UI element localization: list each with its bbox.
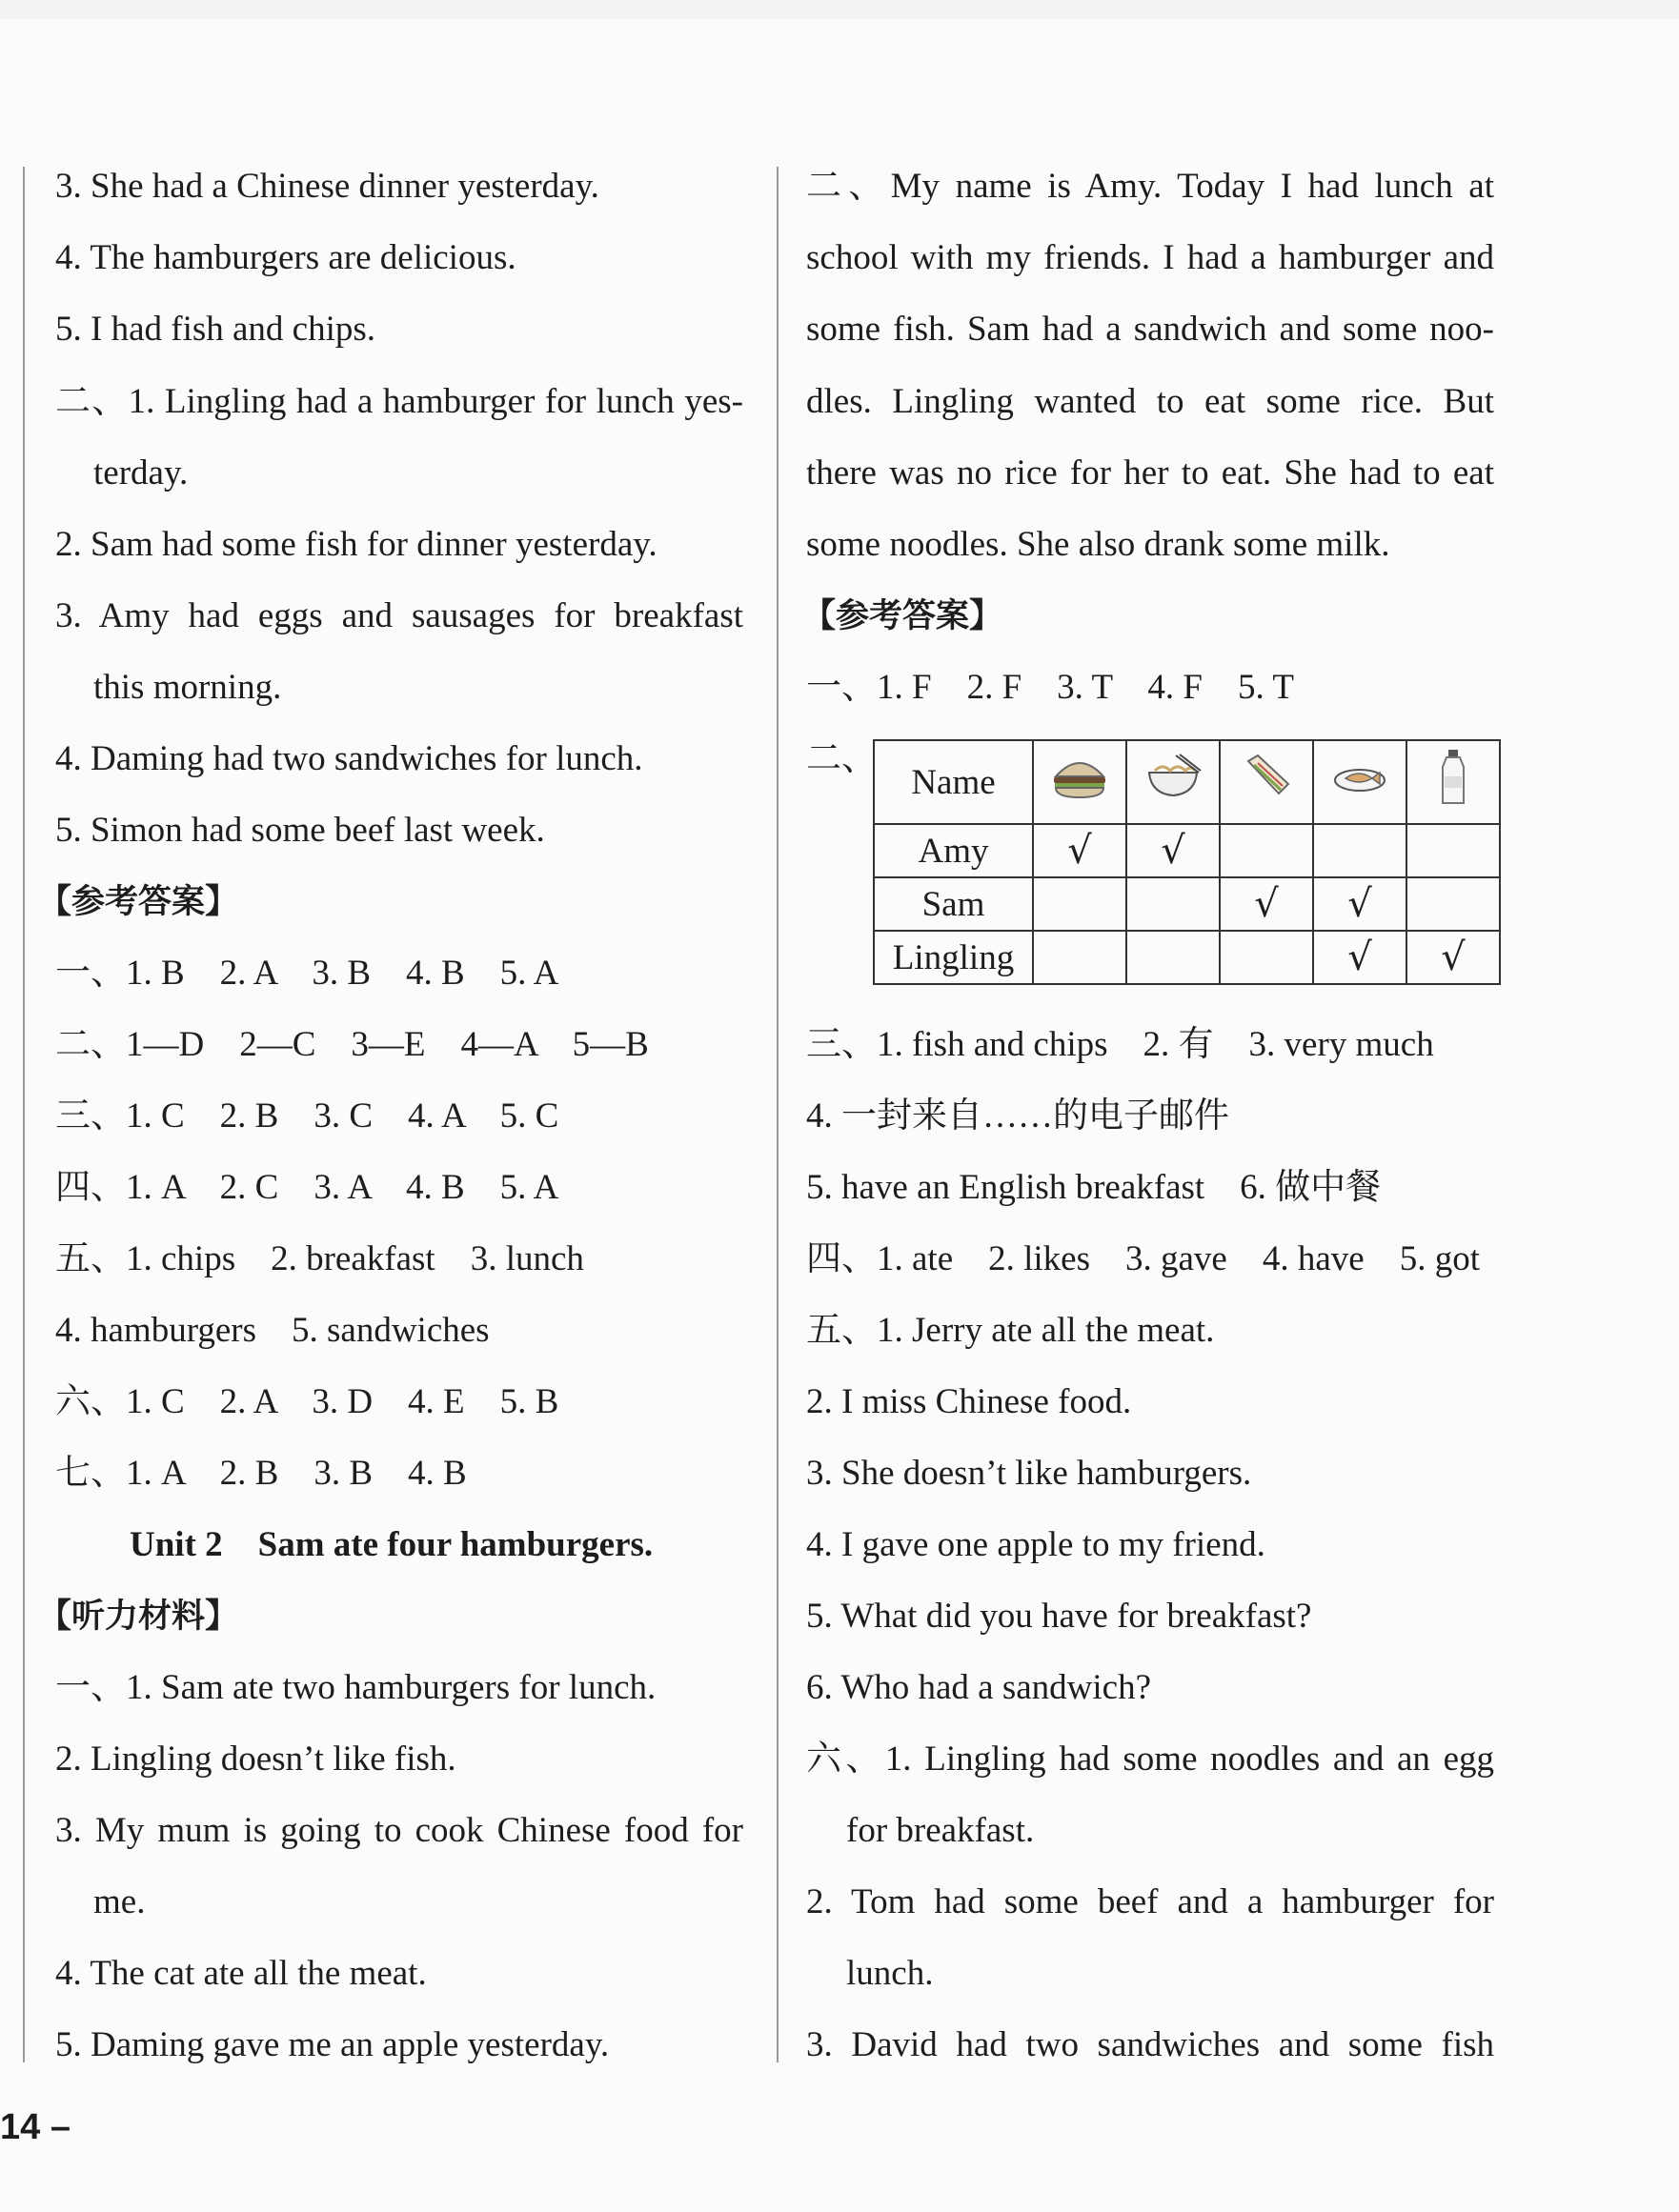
passage-line: there was no rice for her to eat. She had to eat [806,453,1494,493]
text-line: this morning. [93,668,282,707]
fish-icon [1330,752,1389,803]
text-line: 5. Daming gave me an apple yesterday. [55,2025,610,2064]
check-cell: √ [1313,931,1406,984]
answer-line: 一、1. B 2. A 3. B 4. B 5. A [55,954,559,993]
answer-line: 六、1. C 2. A 3. D 4. E 5. B [55,1382,559,1421]
text-line: 2. Lingling doesn’t like fish. [55,1739,456,1779]
check-cell: √ [1313,877,1406,931]
sandwich-icon [1237,752,1296,803]
text-line: 4. The cat ate all the meat. [55,1954,427,1993]
empty-cell [1406,877,1500,931]
text-line: 3. Amy had eggs and sausages for breakfast [55,596,743,635]
answer-line: 2. I miss Chinese food. [806,1382,1132,1421]
answer-line: 6. Who had a sandwich? [806,1668,1152,1707]
page-number: 14 – [0,2107,71,2147]
top-band [0,0,1679,19]
table-header-food [1220,740,1313,824]
answer-line: lunch. [846,1954,934,1993]
column-divider [777,167,779,2062]
answer-line: 3. She doesn’t like hamburgers. [806,1454,1252,1493]
text-line: 4. Daming had two sandwiches for lunch. [55,739,643,778]
answers-heading: 【参考答案】 [38,883,239,921]
answer-line: 四、1. A 2. C 3. A 4. B 5. A [55,1168,559,1207]
text-line: 3. She had a Chinese dinner yesterday. [55,167,599,206]
answer-line: 3. David had two sandwiches and some fish [806,2025,1494,2064]
table-label: 二、 [806,739,877,778]
answer-line: 五、1. Jerry ate all the meat. [806,1311,1215,1350]
table-row [874,824,1500,877]
empty-cell [1220,931,1313,984]
row-name: Lingling [874,931,1033,984]
passage-line: some fish. Sam had a sandwich and some noo- [806,310,1494,349]
answer-line: 4. hamburgers 5. sandwiches [55,1311,490,1350]
answer-line: 5. What did you have for breakfast? [806,1597,1312,1636]
answer-line: 一、1. F 2. F 3. T 4. F 5. T [806,668,1294,707]
answer-line: 三、1. C 2. B 3. C 4. A 5. C [55,1096,559,1136]
row-name: Amy [874,824,1033,877]
hamburger-icon [1050,752,1109,803]
text-line: 2. Sam had some fish for dinner yesterday. [55,525,657,564]
listening-heading: 【听力材料】 [38,1598,239,1636]
answer-line: 4. 一封来自……的电子邮件 [806,1096,1229,1136]
table-header-row [874,740,1500,824]
text-line: me. [93,1882,146,1921]
text-line: 5. I had fish and chips. [55,310,376,349]
text-line: terday. [93,453,189,493]
table-header-food [1406,740,1500,824]
check-cell: √ [1406,931,1500,984]
table-row [874,877,1500,931]
check-cell: √ [1033,824,1126,877]
noodles-icon [1143,752,1203,803]
empty-cell [1220,824,1313,877]
row-name: Sam [874,877,1033,931]
answer-line: 七、1. A 2. B 3. B 4. B [55,1454,467,1493]
answer-line: 四、1. ate 2. likes 3. gave 4. have 5. got [806,1239,1480,1278]
answer-line: 五、1. chips 2. breakfast 3. lunch [55,1239,584,1278]
table-row [874,931,1500,984]
answer-line: 三、1. fish and chips 2. 有 3. very much [806,1025,1434,1064]
empty-cell [1033,877,1126,931]
answers-heading: 【参考答案】 [802,597,1003,635]
text-line: 二、1. Lingling had a hamburger for lunch yes- [55,382,743,421]
answer-line: for breakfast. [846,1811,1035,1850]
left-margin-rule [23,167,25,2062]
table-header-name: Name [874,740,1033,824]
answer-line: 二、1—D 2—C 3—E 4—A 5—B [55,1025,649,1064]
passage-line: 二、My name is Amy. Today I had lunch at [806,167,1494,206]
passage-line: dles. Lingling wanted to eat some rice. But [806,382,1494,421]
milk-icon [1424,748,1483,807]
empty-cell [1313,824,1406,877]
empty-cell [1126,931,1220,984]
check-cell: √ [1126,824,1220,877]
empty-cell [1126,877,1220,931]
food-table [873,739,1501,985]
answer-line: 5. have an English breakfast 6. 做中餐 [806,1168,1382,1207]
answer-line: 4. I gave one apple to my friend. [806,1525,1265,1564]
text-line: 一、1. Sam ate two hamburgers for lunch. [55,1668,657,1707]
passage-line: school with my friends. I had a hamburger and [806,238,1494,277]
table-header-food [1033,740,1126,824]
answer-line: 六、1. Lingling had some noodles and an egg [806,1739,1494,1779]
passage-line: some noodles. She also drank some milk. [806,525,1390,564]
answer-line: 2. Tom had some beef and a hamburger for [806,1882,1494,1921]
table-header-food [1126,740,1220,824]
text-line: 3. My mum is going to cook Chinese food for [55,1811,743,1850]
check-cell: √ [1220,877,1313,931]
table-header-food [1313,740,1406,824]
empty-cell [1033,931,1126,984]
unit-title: Unit 2 Sam ate four hamburgers. [130,1525,654,1564]
text-line: 4. The hamburgers are delicious. [55,238,516,277]
text-line: 5. Simon had some beef last week. [55,811,545,850]
empty-cell [1406,824,1500,877]
